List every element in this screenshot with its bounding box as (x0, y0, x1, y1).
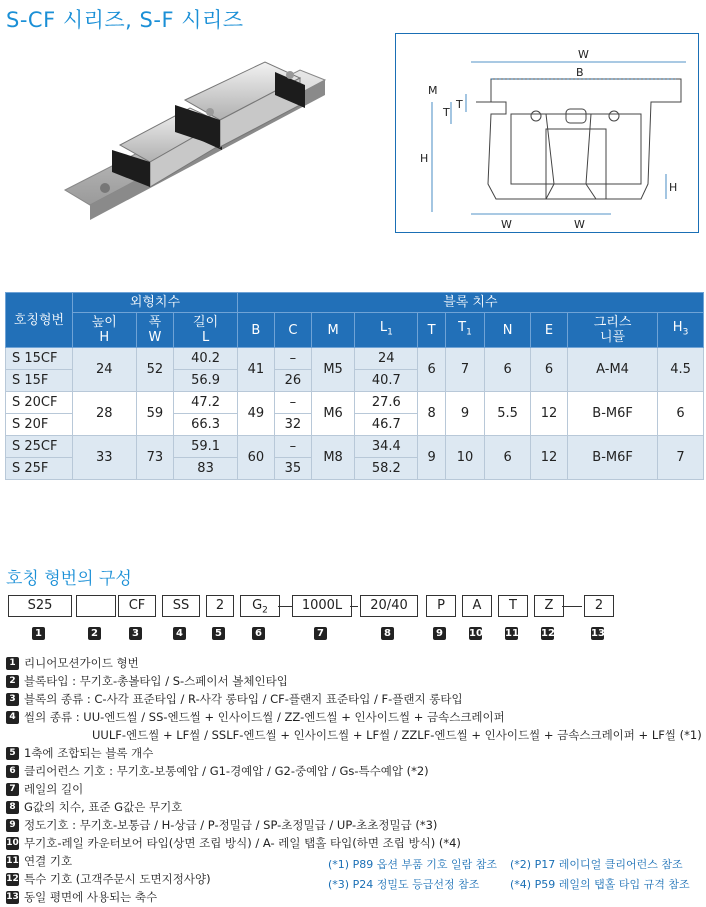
code-number-badge: 5 (212, 627, 225, 640)
table-cell: 12 (530, 392, 567, 436)
dim-W: W (578, 48, 589, 61)
legend-item (6, 762, 706, 780)
code-structure (0, 595, 706, 655)
legend-text: 1축에 조합되는 블록 개수 (24, 746, 154, 760)
legend-text: 씰의 종류 : UU-엔드씰 / SS-엔드씰 + 인사이드씰 / ZZ-엔드씰 + 인사이드씰 + 금속스크레이퍼 (24, 710, 505, 724)
legend-number-badge: 9 (6, 819, 19, 832)
table-cell: B-M6F (568, 392, 658, 436)
code-number-badge: 4 (173, 627, 186, 640)
table-cell: 8 (418, 392, 445, 436)
table-cell: 49 (237, 392, 274, 436)
table-cell: 40.7 (355, 370, 418, 392)
table-cell: 56.9 (174, 370, 238, 392)
legend-text: 레일의 길이 (24, 782, 84, 796)
table-cell: 28 (73, 392, 137, 436)
code-number-badge: 6 (252, 627, 265, 640)
code-number-badge: 13 (591, 628, 605, 639)
legend-text: 무기호-레일 카운터보어 타입(상면 조립 방식) / A- 레일 탭홀 타입(하면 조립 방식) (*4) (24, 836, 461, 850)
legend-number-badge: 12 (6, 874, 19, 884)
legend-text: 정도기호 : 무기호-보통급 / H-상급 / P-정밀급 / SP-초정밀급 / UP-초초정밀급 (*3) (24, 818, 438, 832)
code-box: SS (162, 595, 200, 617)
table-cell: 26 (274, 370, 311, 392)
code-box: A (462, 595, 492, 617)
code-box: CF (118, 595, 156, 617)
table-cell: 46.7 (355, 414, 418, 436)
table-cell: 35 (274, 458, 311, 480)
legend-number-badge: 11 (6, 856, 19, 866)
code-number-badge: 10 (469, 628, 483, 639)
table-cell: 6 (530, 348, 567, 392)
header-B: B (237, 313, 274, 348)
table-cell: 12 (530, 436, 567, 480)
table-cell: 24 (73, 348, 137, 392)
code-box: S25 (8, 595, 72, 617)
table-cell: 6 (418, 348, 445, 392)
table-cell: 5.5 (485, 392, 531, 436)
table-cell: 7 (445, 348, 484, 392)
header-L: 길이 L (174, 313, 238, 348)
model-cell: S 15F (6, 370, 73, 392)
header-E: E (530, 313, 567, 348)
code-box: Z (534, 595, 564, 617)
header-H3: $H_3$ (658, 313, 704, 348)
legend-number-badge: 2 (6, 675, 19, 688)
header-W: 폭 W (136, 313, 174, 348)
table-cell: 60 (237, 436, 274, 480)
table-cell: B-M6F (568, 436, 658, 480)
legend-item (6, 744, 706, 762)
dim-W2: W (501, 218, 512, 231)
section-title-code: 호칭 형번의 구성 (6, 569, 132, 589)
legend-item (6, 654, 706, 672)
table-row (6, 348, 704, 370)
code-dash (562, 606, 582, 607)
table-cell: 47.2 (174, 392, 238, 414)
legend-text: 리니어모션가이드 형번 (24, 656, 139, 670)
legend-number-badge: 7 (6, 783, 19, 796)
table-cell: 58.2 (355, 458, 418, 480)
header-M: M (311, 313, 354, 348)
model-cell: S 25F (6, 458, 73, 480)
code-number-badge: 8 (381, 627, 394, 640)
code-box: 2 (206, 595, 234, 617)
legend-number-badge: 10 (6, 838, 19, 848)
legend-item (6, 672, 706, 690)
dim-H: H (420, 152, 429, 165)
table-cell: – (274, 392, 311, 414)
model-cell: S 20CF (6, 392, 73, 414)
table-cell: 52 (136, 348, 174, 392)
legend-item (6, 798, 706, 816)
legend-number-badge: 8 (6, 801, 19, 814)
dim-B: B (576, 66, 584, 79)
legend-text: 동일 평면에 사용되는 축수 (24, 890, 158, 904)
table-cell: 4.5 (658, 348, 704, 392)
table-cell: 73 (136, 436, 174, 480)
legend-item (6, 708, 706, 726)
code-number-badge: 12 (541, 628, 555, 639)
header-C: C (274, 313, 311, 348)
table-cell: 6 (658, 392, 704, 436)
code-dash (278, 606, 292, 607)
legend-item (6, 816, 706, 834)
code-box: 1000L (292, 595, 352, 617)
dim-T: T (443, 106, 450, 119)
header-L1: $L_1$ (355, 313, 418, 348)
legend-number-badge: 13 (6, 892, 19, 902)
dim-M: M (428, 84, 438, 97)
table-cell: 59 (136, 392, 174, 436)
table-row (6, 392, 704, 414)
legend-item (6, 780, 706, 798)
page-title: S-CF 시리즈, S-F 시리즈 (6, 8, 244, 32)
header-T: T (418, 313, 445, 348)
table-cell: 83 (174, 458, 238, 480)
legend-text: G값의 치수, 표준 G값은 무기호 (24, 800, 183, 814)
table-cell: 6 (485, 436, 531, 480)
legend-number-badge: 6 (6, 765, 19, 778)
header-block: 블록 치수 (237, 293, 703, 313)
table-cell: 9 (418, 436, 445, 480)
note-4: (*4) P59 레일의 탭홀 타입 규격 참조 (510, 878, 690, 891)
spec-table (5, 292, 704, 480)
table-cell: M8 (311, 436, 354, 480)
header-H: 높이 H (73, 313, 137, 348)
code-box (76, 595, 116, 617)
model-cell: S 25CF (6, 436, 73, 458)
dimension-drawing (395, 33, 699, 233)
note-3: (*3) P24 정밀도 등급선정 참조 (328, 878, 480, 891)
table-cell: 32 (274, 414, 311, 436)
table-cell: – (274, 436, 311, 458)
code-number-badge: 3 (129, 627, 142, 640)
legend-item (6, 726, 706, 744)
model-cell: S 20F (6, 414, 73, 436)
legend-number-badge: 4 (6, 711, 19, 724)
table-row (6, 436, 704, 458)
dim-W1: W (574, 218, 585, 231)
table-cell: 33 (73, 436, 137, 480)
legend-text: 연결 기호 (24, 854, 73, 868)
header-T1: $T_1$ (445, 313, 484, 348)
table-cell: M6 (311, 392, 354, 436)
legend-text: 특수 기호 (고객주문시 도면지정사양) (24, 872, 211, 886)
header-grease: 그리스 니플 (568, 313, 658, 348)
table-cell: 41 (237, 348, 274, 392)
legend-number-badge: 3 (6, 693, 19, 706)
dim-H3: H (669, 181, 678, 194)
code-number-badge: 9 (433, 627, 446, 640)
legend-text: 블록타입 : 무기호-총볼타입 / S-스페이서 볼체인타입 (24, 674, 288, 688)
table-cell: M5 (311, 348, 354, 392)
table-cell: 34.4 (355, 436, 418, 458)
table-cell: 59.1 (174, 436, 238, 458)
header-N: N (485, 313, 531, 348)
code-box: P (426, 595, 456, 617)
header-model: 호칭형번 (6, 293, 73, 348)
legend-text: UULF-엔드씰 + LF씰 / SSLF-엔드씰 + 인사이드씰 + LF씰 / ZZLF-엔드씰 + 인사이드씰 + 금속스크레이퍼 + LF씰 (*1) (92, 728, 702, 742)
code-box: $G_2$ (240, 595, 280, 617)
table-cell: 10 (445, 436, 484, 480)
legend-item (6, 834, 706, 852)
table-cell: 66.3 (174, 414, 238, 436)
product-photo (50, 50, 360, 230)
code-box: 20/40 (360, 595, 418, 617)
table-cell: 40.2 (174, 348, 238, 370)
table-cell: – (274, 348, 311, 370)
table-cell: 6 (485, 348, 531, 392)
code-number-badge: 11 (505, 628, 519, 639)
code-dash (350, 606, 358, 607)
dim-T1: T (456, 98, 463, 111)
code-number-badge: 7 (314, 627, 327, 640)
table-cell: 7 (658, 436, 704, 480)
legend-number-badge: 5 (6, 747, 19, 760)
code-number-badge: 1 (32, 627, 45, 640)
code-box: T (498, 595, 528, 617)
legend-item (6, 690, 706, 708)
legend-text: 클리어런스 기호 : 무기호-보통예압 / G1-경예압 / G2-중예압 / Gs-특수예압 (*2) (24, 764, 429, 778)
table-cell: 24 (355, 348, 418, 370)
code-box: 2 (584, 595, 614, 617)
header-outer: 외형치수 (73, 293, 238, 313)
note-1: (*1) P89 옵션 부품 기호 일람 참조 (328, 858, 497, 871)
legend-number-badge: 1 (6, 657, 19, 670)
legend-text: 블록의 종류 : C-사각 표준타입 / R-사각 롱타입 / CF-플랜지 표준타입 / F-플랜지 롱타입 (24, 692, 463, 706)
note-2: (*2) P17 레이디얼 클리어런스 참조 (510, 858, 683, 871)
table-cell: 27.6 (355, 392, 418, 414)
table-cell: A-M4 (568, 348, 658, 392)
code-number-badge: 2 (88, 627, 101, 640)
model-cell: S 15CF (6, 348, 73, 370)
table-cell: 9 (445, 392, 484, 436)
